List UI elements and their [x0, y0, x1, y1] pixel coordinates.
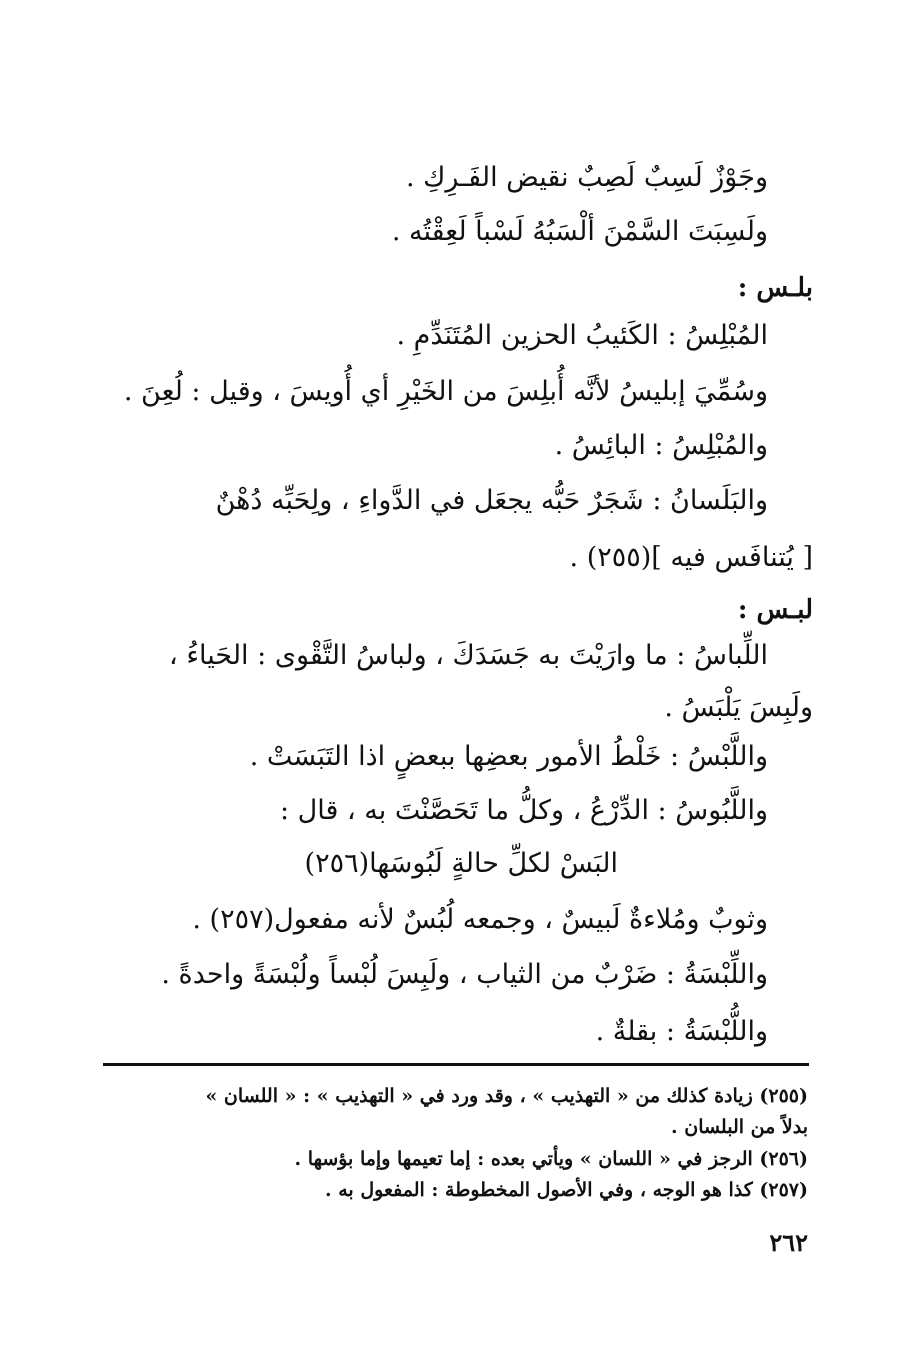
text-line: وسُمِّيَ إبليسُ لأنَّه أُبلِسَ من الخَيْرِ أي أُويسَ ، وقيل : لُعِنَ .	[123, 376, 768, 407]
text-line: ولَسِبَتَ السَّمْنَ ألْسَبُهُ لَسْباً لَعِقْتُه .	[391, 216, 768, 247]
footnote: (٢٥٥) زيادة كذلك من « التهذيب » ، وقد ورد في « التهذيب » : « اللسان »	[205, 1085, 808, 1107]
section-heading: لبـس :	[737, 595, 813, 625]
footnote-divider	[103, 1063, 809, 1066]
verse-line: البَسْ لكلِّ حالةٍ لَبُوسَها(٢٥٦)	[304, 848, 618, 879]
text-line: واللَّبْسُ : خَلْطُ الأمور بعضِها ببعضٍ اذا التَبَسَتْ .	[249, 741, 768, 772]
text-line: والمُبْلِسُ : البائِسُ .	[554, 430, 768, 461]
footnote: (٢٥٦) الرجز في « اللسان » ويأتي بعده : إما تعيمها وإما بؤسها .	[294, 1148, 808, 1170]
text-line: المُبْلِسُ : الكَئيبُ الحزين المُتَنَدِّمِ .	[396, 320, 768, 351]
text-line: وجَوْزٌ لَسِبٌ لَصِبٌ نقيض الفَـرِكِ .	[405, 162, 768, 193]
footnote-continuation: بدلاً من البلسان .	[671, 1116, 808, 1138]
text-line: واللِّبْسَةُ : ضَرْبٌ من الثياب ، ولَبِسَ لُبْساً ولُبْسَةً واحدةً .	[161, 959, 768, 990]
page-number: ٢٦٢	[769, 1228, 808, 1257]
text-line: ولَبِسَ يَلْبَسُ .	[664, 692, 813, 723]
text-line: اللِّباسُ : ما وارَيْتَ به جَسَدَكَ ، ولباسُ التَّقْوى : الحَياءُ ،	[169, 640, 768, 671]
text-line: واللُّبْسَةُ : بقلةٌ .	[595, 1016, 768, 1047]
text-line: [ يُتنافَس فيه ](٢٥٥) .	[569, 542, 813, 573]
text-line: واللَّبُوسُ : الدِّرْعُ ، وكلُّ ما تَحَصَّنْتَ به ، قال :	[279, 795, 768, 826]
text-line: وثوبٌ ومُلاءةٌ لَبيسٌ ، وجمعه لُبُسٌ لأنه مفعول(٢٥٧) .	[192, 904, 768, 935]
text-line: والبَلَسانُ : شَجَرٌ حَبُّه يجعَل في الدَّواءِ ، ولِحَبِّه دُهْنٌ	[215, 485, 768, 516]
footnote: (٢٥٧) كذا هو الوجه ، وفي الأصول المخطوطة : المفعول به .	[325, 1179, 808, 1201]
section-heading: بلـس :	[737, 273, 813, 303]
